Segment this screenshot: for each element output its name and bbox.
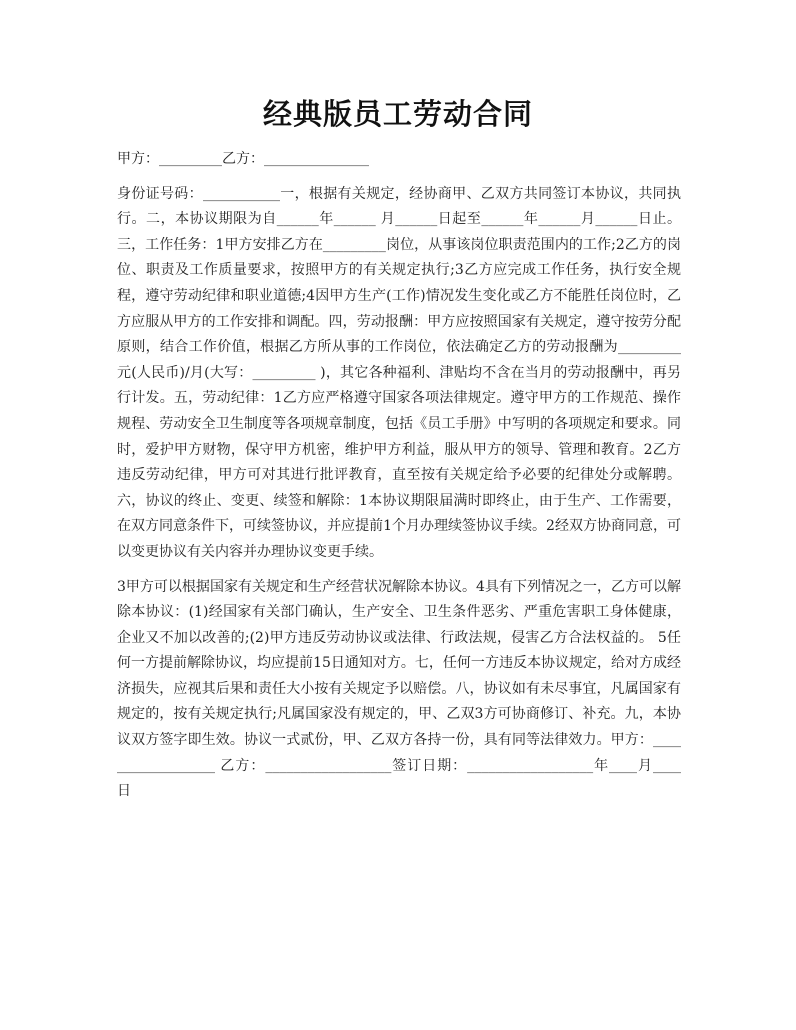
document-title: 经典版员工劳动合同 — [262, 97, 533, 131]
contract-paragraph-2: 3甲方可以根据国家有关规定和生产经营状况解除本协议。4具有下列情况之一，乙方可以解除本协议：(1)经国家有关部门确认，生产安全、卫生条件恶劣、严重危害职工身体健康，企业又不加以改善的;(2)甲方违反劳动协议或法律、行政法规，侵害乙方合法权益的。 5任何一方提前解除协议，均应提前15日通知对方。七，任何一方违反本协议规定，给对方成经济损失，应视其后果和责任大小按有关规定予以赔偿。八，协议如有未尽事宜，凡属国家有规定的，按有关规定执行;凡属国家没有规定的，甲、乙双3方可协商修订、补充。九，本协议双方签字即生效。协议一式贰份，甲、乙双方各持一份，具有同等法律效力。甲方：__________________ 乙方：__________________签订日期：__________________年____月____日 — [117, 578, 681, 800]
parties-line: 甲方：_________乙方：_______________ — [117, 151, 369, 167]
document-body — [117, 147, 681, 805]
contract-paragraph-1: 身份证号码：___________一，根据有关规定，经协商甲、乙双方共同签订本协议，共同执行。二，本协议期限为自______年______ 月______日起至______年______月______日止。三，工作任务：1甲方安排乙方在_________岗位，从事该岗位职责范围内的工作;2乙方的岗位、职责及工作质量要求，按照甲方的有关规定执行;3乙方应完成工作任务，执行安全规程，遵守劳动纪律和职业道德;4因甲方生产(工作)情况发生变化或乙方不能胜任岗位时，乙方应服从甲方的工作安排和调配。四，劳动报酬：甲方应按照国家有关规定，遵守按劳分配原则，结合工作价值，根据乙方所从事的工作岗位，依法确定乙方的劳动报酬为_________元(人民币)/月(大写：_________ )，其它各种福利、津贴均不含在当月的劳动报酬中，再另行计发。五，劳动纪律：1乙方应严格遵守国家各项法律规定。遵守甲方的工作规范、操作规程、劳动安全卫生制度等各项规章制度，包括《员工手册》中写明的各项规定和要求。同时，爱护甲方财物，保守甲方机密，维护甲方利益，服从甲方的领导、管理和教育。2乙方违反劳动纪律，甲方可对其进行批评教育，直至按有关规定给予必要的纪律处分或解聘。六，协议的终止、变更、续签和解除：1本协议期限届满时即终止，由于生产、工作需要，在双方同意条件下，可续签协议，并应提前1个月办理续签协议手续。2经双方协商同意，可以变更协议有关内容并办理协议变更手续。 — [117, 185, 681, 560]
